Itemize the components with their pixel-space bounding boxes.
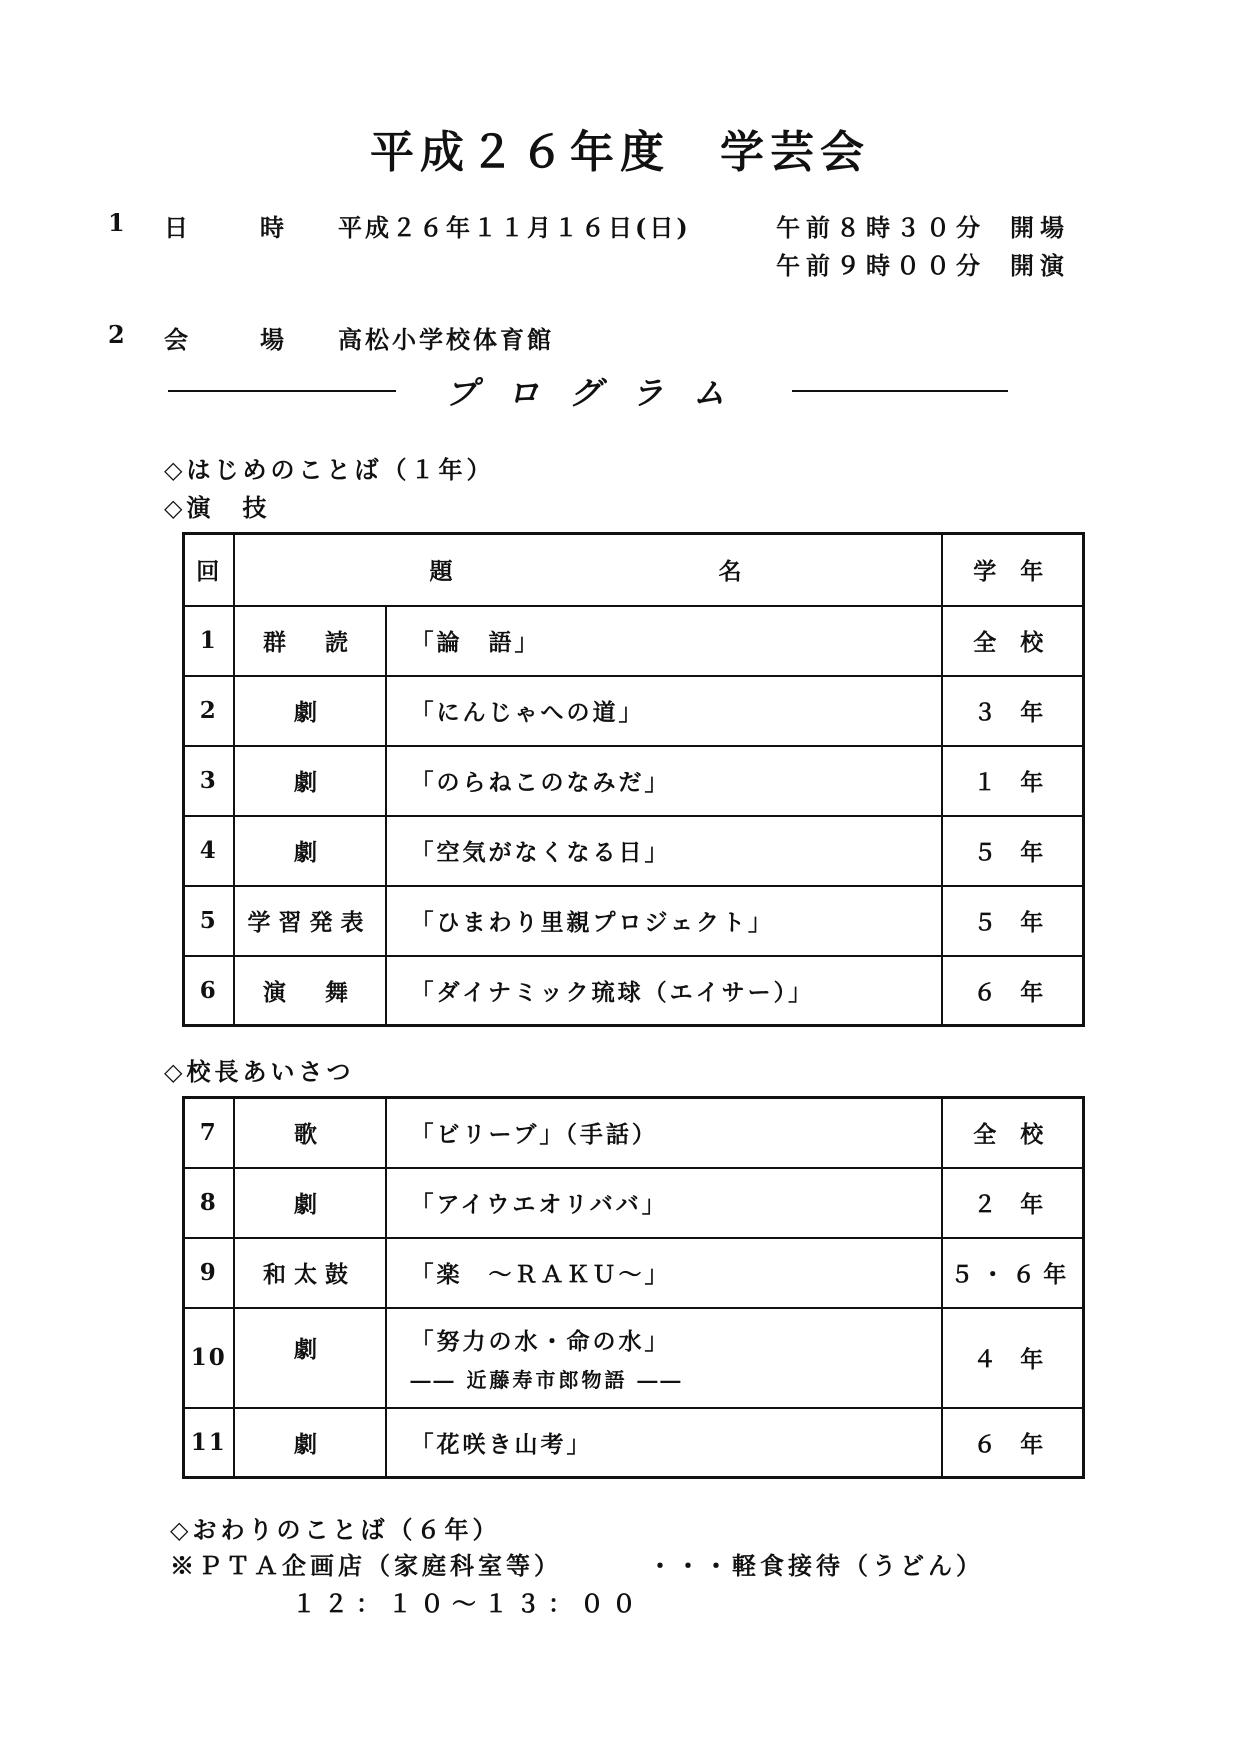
row-type: 学習発表 bbox=[234, 886, 386, 956]
table-row bbox=[184, 746, 1084, 816]
row-type: 群 読 bbox=[234, 606, 386, 676]
footer-food: ・・・軽食接待（うどん） bbox=[648, 1551, 984, 1580]
row-title-cell bbox=[386, 746, 942, 816]
row-title: 「努力の水・命の水」 bbox=[410, 1327, 671, 1355]
item1-open-label: 開場 bbox=[1010, 213, 1070, 242]
header-title bbox=[234, 534, 942, 606]
item1-number: 1 bbox=[108, 208, 131, 237]
row-grade: 全 校 bbox=[942, 606, 1084, 676]
row-type: 劇 bbox=[234, 676, 386, 746]
section-closing: ◇おわりのことば（６年） bbox=[170, 1515, 501, 1544]
row-title: 「にんじゃへの道」 bbox=[410, 699, 645, 726]
item2-number: 2 bbox=[108, 320, 131, 349]
section-opening: ◇はじめのことば（１年） bbox=[164, 455, 495, 484]
row-number: 4 bbox=[184, 816, 234, 886]
item1-start-label: 開演 bbox=[1010, 251, 1070, 280]
row-type: 劇 bbox=[234, 1168, 386, 1238]
row-title-cell bbox=[386, 886, 942, 956]
table-header-row bbox=[184, 534, 1084, 606]
row-number: 6 bbox=[184, 956, 234, 1026]
item1-start-time: 午前９時００分 bbox=[776, 251, 986, 280]
row-grade: ３ 年 bbox=[942, 676, 1084, 746]
table-row bbox=[184, 1238, 1084, 1308]
row-title-cell bbox=[386, 1238, 942, 1308]
row-title-cell bbox=[386, 1408, 942, 1478]
document-title: 平成２６年度 学芸会 bbox=[370, 127, 870, 178]
row-grade: ２ 年 bbox=[942, 1168, 1084, 1238]
row-title: 「ビリーブ」（手話） bbox=[410, 1121, 658, 1149]
row-title-cell bbox=[386, 1098, 942, 1168]
item2-value: 高松小学校体育館 bbox=[338, 325, 554, 354]
table-row bbox=[184, 1098, 1084, 1168]
row-grade: ６ 年 bbox=[942, 1408, 1084, 1478]
row-grade: ５・６年 bbox=[942, 1238, 1084, 1308]
header-title-right: 名 bbox=[718, 558, 746, 586]
table-row bbox=[184, 1308, 1084, 1408]
table-row bbox=[184, 1408, 1084, 1478]
table-row bbox=[184, 1168, 1084, 1238]
row-title: 「花咲き山考」 bbox=[410, 1430, 593, 1458]
row-grade: １ 年 bbox=[942, 746, 1084, 816]
item1-open-time: 午前８時３０分 bbox=[776, 213, 986, 242]
row-title: 「楽 ～ＲＡＫＵ～」 bbox=[410, 1261, 671, 1288]
table-row bbox=[184, 606, 1084, 676]
row-number: 9 bbox=[184, 1238, 234, 1308]
row-grade: ６ 年 bbox=[942, 956, 1084, 1026]
row-grade: ５ 年 bbox=[942, 886, 1084, 956]
section-performances: ◇演 技 bbox=[164, 493, 271, 522]
row-title-cell bbox=[386, 956, 942, 1026]
row-title-cell bbox=[386, 816, 942, 886]
item1-label: 日 時 bbox=[164, 213, 308, 242]
footer-time: １２：１０～１３：００ bbox=[292, 1589, 644, 1618]
row-type: 演 舞 bbox=[234, 956, 386, 1026]
row-number: 5 bbox=[184, 886, 234, 956]
row-number: 8 bbox=[184, 1168, 234, 1238]
row-type: 和太鼓 bbox=[234, 1238, 386, 1308]
row-subtitle: ―― 近藤寿市郎物語 ―― bbox=[410, 1367, 684, 1392]
row-number: 10 bbox=[184, 1308, 234, 1408]
row-type: 歌 bbox=[234, 1098, 386, 1168]
row-type: 劇 bbox=[234, 1408, 386, 1478]
row-title-cell bbox=[386, 1308, 942, 1408]
row-title-cell bbox=[386, 1168, 942, 1238]
footer-pta: ※ＰＴＡ企画店（家庭科室等） bbox=[170, 1551, 562, 1580]
row-title-cell bbox=[386, 606, 942, 676]
table-row bbox=[184, 816, 1084, 886]
row-number: 1 bbox=[184, 606, 234, 676]
row-title-cell bbox=[386, 676, 942, 746]
program-divider-right bbox=[792, 390, 1008, 392]
row-title: 「空気がなくなる日」 bbox=[410, 839, 671, 866]
row-number: 11 bbox=[184, 1408, 234, 1478]
item1-date: 平成２６年１１月１６日(日) bbox=[338, 213, 691, 242]
row-title: 「アイウエオリババ」 bbox=[410, 1191, 668, 1218]
row-type: 劇 bbox=[234, 1308, 386, 1408]
table-row bbox=[184, 956, 1084, 1026]
program-heading: プログラム bbox=[445, 374, 755, 412]
table-row bbox=[184, 886, 1084, 956]
row-title: 「論 語」 bbox=[410, 629, 541, 656]
row-number: 2 bbox=[184, 676, 234, 746]
header-title-left: 題 bbox=[429, 558, 457, 586]
program-table-part2 bbox=[182, 1096, 1085, 1479]
row-title: 「のらねこのなみだ」 bbox=[410, 769, 671, 796]
program-table-part1 bbox=[182, 532, 1085, 1027]
header-num: 回 bbox=[184, 534, 234, 606]
item2-label: 会 場 bbox=[164, 325, 308, 354]
row-type: 劇 bbox=[234, 746, 386, 816]
table-row bbox=[184, 676, 1084, 746]
section-principal: ◇校長あいさつ bbox=[164, 1057, 355, 1086]
row-type: 劇 bbox=[234, 816, 386, 886]
header-grade: 学 年 bbox=[942, 534, 1084, 606]
row-number: 3 bbox=[184, 746, 234, 816]
program-divider-left bbox=[168, 390, 396, 392]
row-grade: 全 校 bbox=[942, 1098, 1084, 1168]
row-title: 「ダイナミック琉球（エイサー）」 bbox=[410, 978, 815, 1006]
row-grade: ５ 年 bbox=[942, 816, 1084, 886]
row-grade: ４ 年 bbox=[942, 1308, 1084, 1408]
row-title: 「ひまわり里親プロジェクト」 bbox=[410, 909, 775, 936]
row-number: 7 bbox=[184, 1098, 234, 1168]
